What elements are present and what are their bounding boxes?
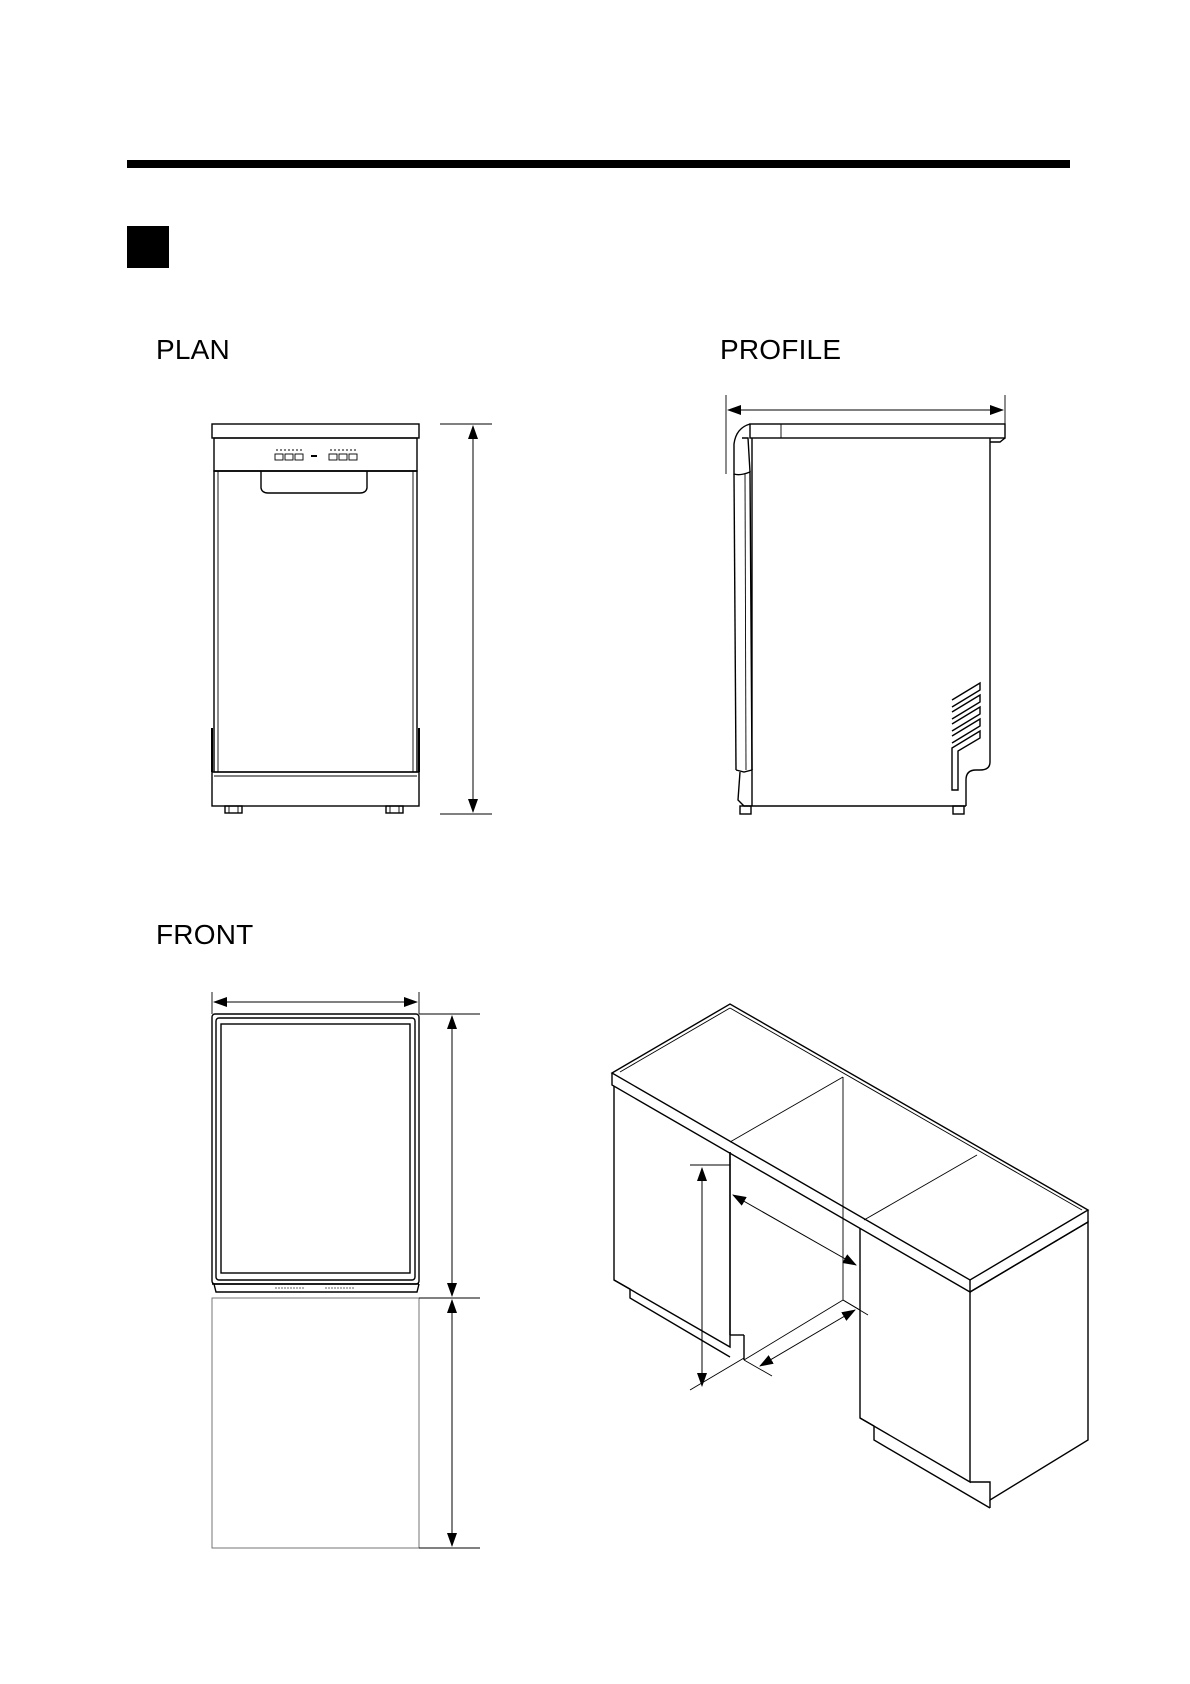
plan-height-dimension xyxy=(440,424,492,814)
front-label: FRONT xyxy=(156,919,254,950)
front-view-niche xyxy=(212,992,480,1548)
profile-door-front xyxy=(734,424,752,770)
plan-feet xyxy=(225,806,403,813)
plan-label: PLAN xyxy=(156,334,230,365)
isometric-cabinet xyxy=(612,1004,1088,1508)
profile-label: PROFILE xyxy=(720,334,842,365)
profile-vents xyxy=(952,683,980,790)
profile-foot-back xyxy=(953,806,964,814)
profile-view-dishwasher xyxy=(726,395,1005,814)
door-handle xyxy=(261,471,367,493)
profile-foot-front xyxy=(740,806,751,814)
control-buttons xyxy=(275,450,357,460)
plan-view-dishwasher xyxy=(212,424,492,814)
